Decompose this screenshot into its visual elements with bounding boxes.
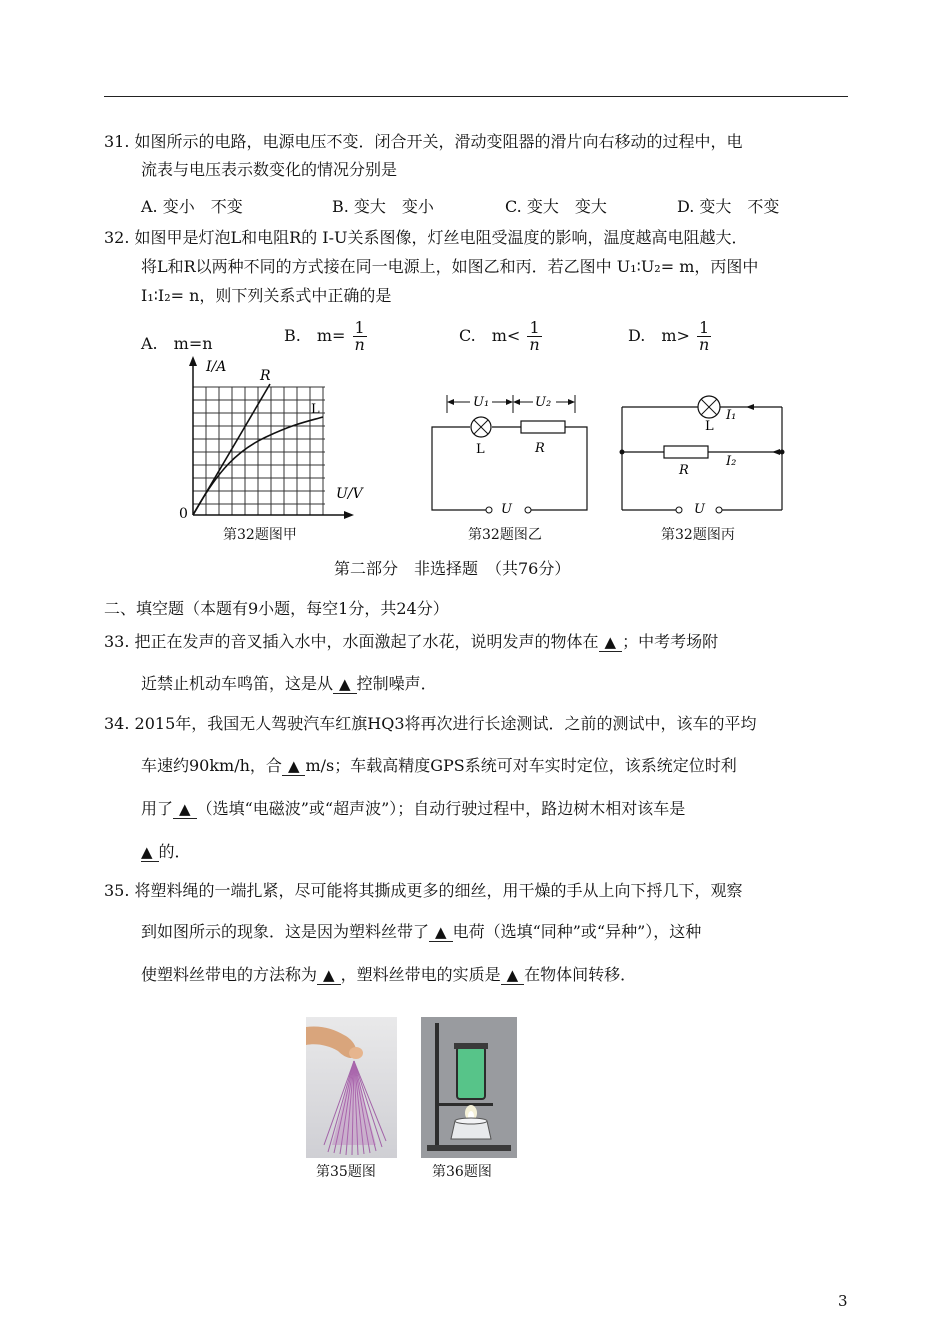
q32-line3: I₁∶I₂= n，则下列关系式中正确的是 (141, 286, 392, 305)
parallel-circuit (612, 385, 792, 520)
q35-line1: 35. 将塑料绳的一端扎紧，尽可能将其撕成更多的细丝，用干燥的手从上向下捋几下，观察 (104, 881, 743, 900)
label-source: U (501, 502, 512, 517)
q35-text: 到如图所示的现象．这是因为塑料丝带了 (141, 922, 430, 941)
label-resistor: R (535, 441, 545, 456)
q34-line4 (141, 842, 191, 862)
q32-option-d (628, 320, 711, 353)
label-resistor: R (679, 463, 689, 478)
q33-text: 控制噪声． (356, 674, 437, 693)
iu-graph (170, 352, 370, 524)
q33-line2 (141, 674, 437, 694)
q34-text: （选填“电磁波”或“超声波”）；自动行驶过程中，路边树木相对该车是 (196, 799, 686, 818)
q31-line1: 31. 如图所示的电路，电源电压不变．闭合开关，滑动变阻器的滑片向右移动的过程中，电 (104, 132, 743, 151)
q35-text: ，塑料丝带电的实质是 (340, 965, 501, 984)
q34-text: 车速约90km/h，合 (141, 756, 282, 775)
series-circuit (420, 385, 600, 520)
q35-text: 使塑料丝带电的方法称为 (141, 965, 318, 984)
answer-blank[interactable]: ▲ (501, 966, 525, 985)
graph-ylabel: I/A (206, 359, 227, 375)
answer-blank[interactable]: ▲ (173, 800, 197, 819)
fig36-image (421, 1017, 517, 1158)
answer-blank[interactable]: ▲ (317, 966, 341, 985)
q35-line2 (141, 922, 701, 942)
graph-curve-l-label: L (311, 402, 320, 417)
q34-line3 (141, 799, 685, 819)
q32-option-d-label: D. m> (628, 326, 690, 345)
q31-option-a: A. 变小 不变 (141, 197, 243, 216)
frac-den: n (698, 335, 710, 354)
graph-curve-r-label: R (260, 368, 271, 384)
caption-fig-b: 第32题图乙 (468, 527, 542, 543)
q34-line2 (141, 756, 737, 776)
frac-den: n (354, 335, 365, 354)
frac-num: 1 (354, 318, 365, 337)
answer-blank[interactable]: ▲ (429, 923, 453, 942)
q35-text: 电荷（选填“同种”或“异种”），这种 (452, 922, 702, 941)
resistor-icon (664, 446, 708, 458)
page-number: 3 (838, 1292, 848, 1310)
answer-blank[interactable]: ▲ (333, 675, 357, 694)
q32-option-a: A. m=n (141, 334, 213, 353)
label-source: U (694, 502, 705, 517)
q34-line1: 34. 2015年，我国无人驾驶汽车红旗HQ3将再次进行长途测试．之前的测试中，该车的平均 (104, 714, 757, 733)
q31-option-d: D. 变大 不变 (677, 197, 780, 216)
fig35-image (306, 1017, 397, 1158)
label-u1: U₁ (473, 395, 490, 410)
q33-text: 近禁止机动车鸣笛，这是从 (141, 674, 334, 693)
section-two-heading: 二、填空题（本题有9小题，每空1分，共24分） (104, 599, 449, 618)
label-u2: U₂ (535, 395, 552, 410)
part-two-heading: 第二部分 非选择题 （共76分） (334, 559, 571, 578)
label-lamp: L (705, 419, 714, 434)
caption-fig-a: 第32题图甲 (223, 527, 297, 543)
label-lamp: L (476, 442, 485, 457)
q35-text: 在物体间转移． (524, 965, 637, 984)
q33-line1 (104, 632, 718, 652)
caption-fig-c: 第32题图丙 (661, 527, 735, 543)
answer-blank[interactable]: ▲ (282, 757, 306, 776)
label-i2: I₂ (726, 454, 737, 469)
frac-num: 1 (529, 318, 540, 337)
graph-xlabel: U/V (336, 486, 363, 502)
fig35-caption: 第35题图 (316, 1164, 376, 1180)
q32-option-c-label: C. m< (459, 326, 521, 345)
q35-line3 (141, 965, 636, 985)
answer-blank[interactable]: ▲ (599, 633, 623, 652)
q31-line2: 流表与电压表示数变化的情况分别是 (141, 160, 398, 179)
q32-line2: 将L和R以两种不同的方式接在同一电源上，如图乙和丙．若乙图中 U₁∶U₂= m，丙图中 (141, 257, 759, 276)
q31-option-c: C. 变大 变大 (505, 197, 607, 216)
frac-num: 1 (699, 318, 710, 337)
q34-text: m/s；车载高精度GPS系统可对车实时定位，该系统定位时利 (305, 756, 737, 775)
q33-text: ；中考考场附 (622, 632, 719, 651)
q32-option-b-label: B. m= (284, 326, 346, 345)
q34-text: 用了 (141, 799, 174, 818)
q33-text: 33. 把正在发声的音叉插入水中，水面激起了水花，说明发声的物体在 (104, 632, 599, 651)
header-rule (104, 96, 848, 97)
fig36-caption: 第36题图 (432, 1164, 492, 1180)
q32-option-b (284, 320, 367, 353)
label-i1: I₁ (726, 408, 737, 423)
q34-text: 的． (158, 842, 191, 861)
q32-line1: 32. 如图甲是灯泡L和电阻R的 I-U关系图像，灯丝电阻受温度的影响，温度越高电阻越大． (104, 228, 748, 247)
graph-origin: 0 (179, 506, 188, 522)
answer-blank[interactable]: ▲ (141, 843, 159, 862)
q32-option-c (459, 320, 542, 353)
frac-den: n (529, 335, 540, 354)
resistor-icon (521, 421, 565, 433)
q31-option-b: B. 变大 变小 (332, 197, 434, 216)
